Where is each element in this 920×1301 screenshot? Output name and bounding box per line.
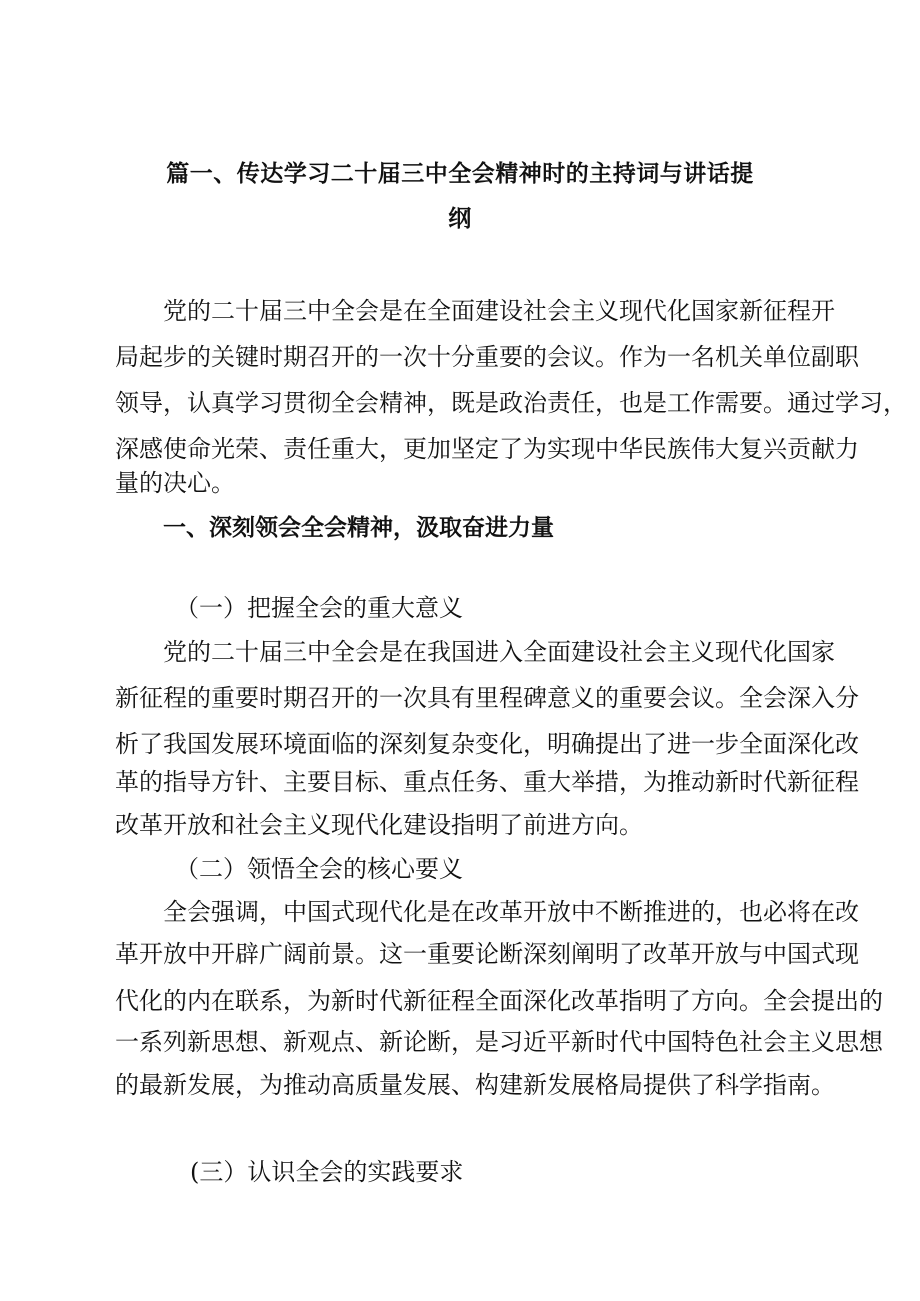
section-heading: 一、深刻领会全会精神，汲取奋进力量: [163, 515, 554, 541]
intro-line: 量的决心。: [115, 469, 235, 497]
intro-line: 领导，认真学习贯彻全会精神，既是政治责任，也是工作需要。通过学习，: [115, 389, 907, 417]
paragraph-line: 党的二十届三中全会是在我国进入全面建设社会主义现代化国家: [163, 638, 835, 666]
intro-line: 局起步的关键时期召开的一次十分重要的会议。作为一名机关单位副职: [115, 343, 859, 371]
paragraph-line: 一系列新思想、新观点、新论断，是习近平新时代中国特色社会主义思想: [115, 1028, 883, 1056]
subsection-heading: （一）把握全会的重大意义: [175, 594, 463, 622]
paragraph-line: 改革开放和社会主义现代化建设指明了前进方向。: [115, 811, 643, 839]
paragraph-line: 的最新发展，为推动高质量发展、构建新发展格局提供了科学指南。: [115, 1071, 835, 1099]
document-title-line-2: 纲: [448, 206, 472, 232]
paragraph-line: 代化的内在联系，为新时代新征程全面深化改革指明了方向。全会提出的: [115, 987, 883, 1015]
paragraph-line: 革开放中开辟广阔前景。这一重要论断深刻阐明了改革开放与中国式现: [115, 940, 859, 968]
paragraph-line: 全会强调，中国式现代化是在改革开放中不断推进的，也必将在改: [163, 898, 859, 926]
subsection-heading: (三）认识全会的实践要求: [190, 1158, 464, 1186]
intro-line: 深感使命光荣、责任重大，更加坚定了为实现中华民族伟大复兴贡献力: [115, 435, 859, 463]
intro-line: 党的二十届三中全会是在全面建设社会主义现代化国家新征程开: [163, 297, 835, 325]
paragraph-line: 新征程的重要时期召开的一次具有里程碑意义的重要会议。全会深入分: [115, 684, 859, 712]
document-title-line-1: 篇一、传达学习二十届三中全会精神时的主持词与讲话提: [166, 161, 754, 187]
paragraph-line: 析了我国发展环境面临的深刻复杂变化，明确提出了进一步全面深化改: [115, 730, 859, 758]
subsection-heading: （二）领悟全会的核心要义: [175, 855, 463, 883]
paragraph-line: 革的指导方针、主要目标、重点任务、重大举措，为推动新时代新征程: [115, 768, 859, 796]
